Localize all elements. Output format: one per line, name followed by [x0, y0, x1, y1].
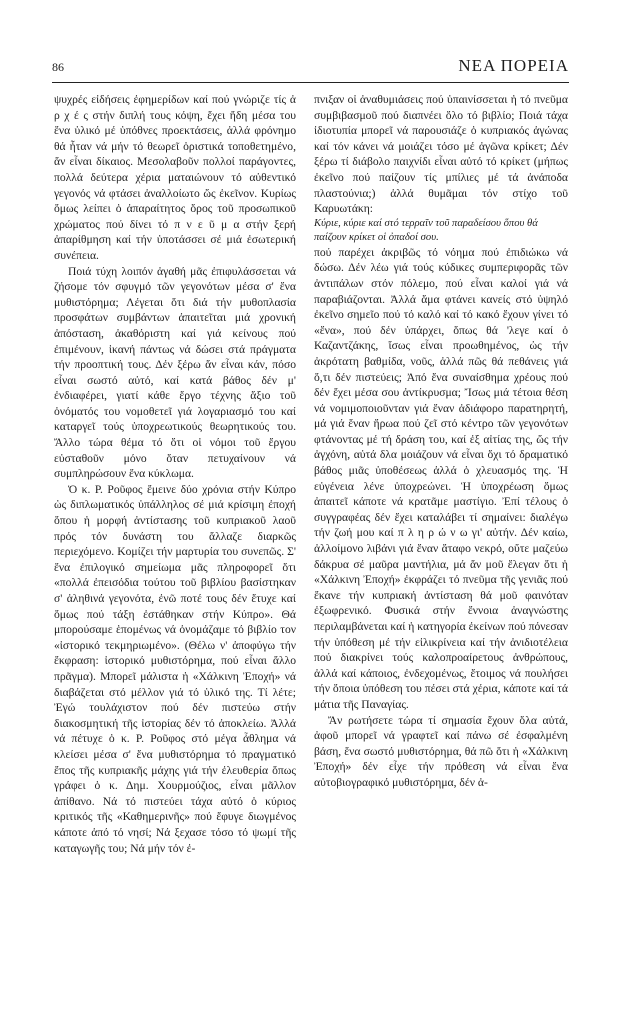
paragraph: πνιξαν οἱ ἀναθυμιάσεις πού ὑπαινίσσεται ἡ τό πνεῦμα συμβιβασμοῦ πού διαπνέει ὅλο τό βιβλίο; Ποιά τάχα ἰδιοτυπία μπορεῖ νά παρουσιάζε ὁ κυπριακός ἀγώνας καί τόν κάνει νά μοιάζει τόσο μέ ἀγῶνα κρίκετ; Δέν ξέρω τί διάβολο παιχνίδι εἶναι αὐτό τό κρίκετ (μήπως ἐκεῖνο πού παίζουν τίς μπίλιες μέ τά ἀνάποδα πλαστούνια;) ἀλλά θυμᾶμαι τόν στίχο τοῦ Καρυωτάκη:	[314, 93, 568, 216]
running-title: ΝΕΑ ΠΟΡΕΙΑ	[458, 56, 569, 75]
header-rule	[52, 82, 569, 83]
paragraph: Ποιά τύχη λοιπόν ἀγαθή μᾶς ἐπιφυλάσσεται νά ζήσομε τόν σφυγμό τῶν γεγονότων μέσα σ' ἕνα μυθιστόρημα; Λέγεται ὅτι διά τήν μυθοπλασία προσφάτων συμβάντων ἀπαιτεῖται μιά χρονική ἀπόσταση, ἀκαθόριστη καί γιά κείνους πού ἐπιμένουν, ἱκανή πάντως νά δώσει στά πράγματα τήν προοπτική τους. Δέν ξέρω ἄν εἶναι κάν, πόσο εἶναι σωστό αὐτό, καί κατά βάθος δέν μ' ἐνδιαφέρει, γιατί κάθε ἔργο τέχνης ἄξιο τοῦ ὀνόματός του νομοθετεῖ γιά λογαριασμό του καί καταργεῖ τούς ὑποχρεωτικούς θεωρητικούς του. Ἄλλο τώρα θέμα τό ὅτι οἱ νόμοι τοῦ ἔργου εὐσταθοῦν μόνο ὅταν πετυχαίνουν νά συμπληρώσουν ἕνα κύκλωμα.	[54, 264, 296, 481]
left-column	[54, 92, 296, 856]
right-column	[314, 92, 568, 791]
paragraph: ψυχρές εἰδήσεις ἐφημερίδων καί πού γνώριζε τίς ἀ ρ χ έ ς στήν διπλή τους κόψη, ἔχει ἤδη μέσα του ἕνα ὑλικό μέ ὑπόθνες προεκτάσεις, ἀλλά φρόνημο θά ἦταν νά μήν τό θεωρεῖ ὁριστικά τοποθετημένο, ἄν εἶναι δίκαιος. Μεσολαβοῦν πολλοί παράγοντες, πολλά δεύτερα χέρια ματαιώνουν τό αὐθεντικό γεγονός νά φτάσει ἀναλλοίωτο ὥς ἐκεῖνον. Κυρίως ὅμως λείπει ὁ ἀπαραίτητος ὅρος τοῦ προσωπικοῦ χρώματος πού δίνει τό π ν ε ῦ μ α στήν ξερή ἀπαρίθμηση καί τήν ὑποτάσσει σέ μιά ἐσωτερική συνέπεια.	[54, 93, 296, 262]
page-header	[52, 56, 569, 78]
verse-quote: Κύριε, κύριε καί στό τερραῖν τοῦ παραδείσου ὅπου θά παίζουν κρίκετ οἱ ὀπαδοί σου.	[314, 217, 538, 243]
page-number: 86	[52, 60, 64, 74]
paragraph: Ἄν ρωτήσετε τώρα τί σημασία ἔχουν ὅλα αὐτά, ἀφοῦ μπορεῖ νά γραφτεῖ καί πάνω σέ ἐσφαλμένη βάση, ἕνα σωστό μυθιστόρημα, θά πῶ ὅτι ἡ «Χάλκινη Ἐποχή» δέν εἶχε τήν πρόθεση νά εἶναι ἕνα αὐτοβιογραφικό μυθιστόρημα, δέν ἀ-	[314, 713, 568, 789]
paragraph: Ὁ κ. Ρ. Ροῦφος ἔμεινε δύο χρόνια στήν Κύπρο ὡς διπλωματικός ὑπάλληλος σέ μιά κρίσιμη ἐποχή ὅπου ἡ μορφή ἀντίστασης τοῦ κυπριακοῦ λαοῦ πρός τόν δυνάστη του ἄλλαζε διαρκῶς περιεχόμενο. Κομίζει τήν μαρτυρία του συνεπῶς. Σ' ἕνα ἐπιλογικό σημείωμα μᾶς πληροφορεῖ ὅτι «πολλά ἐπεισόδια τούτου τοῦ βιβλίου βασίστηκαν σ' ἀληθινά γεγονότα, ἐνῶ ποτέ τους δέν ἔτυχε καί ὅμως πού τάξη ἐστάθηκαν στήν Κύπρο». Θά μπορούσαμε ἑπομένως νά ὀνομάζαμε τό βιβλίο τον «ἱστορικό τεκμηριωμένο». (Θέλω ν' ἀποφύγω τήν ἔκφραση: ἱστορικό μυθιστόρημα, πού εἶναι ἄλλο πρᾶγμα). Μπορεῖ μάλιστα ἡ «Χάλκινη Ἐποχή» νά διαβάζεται στό μέλλον γιά τό ὑλικό της. Τί λέτε; Ἐγώ τουλάχιστον πού δέν πιστεύω στήν διακοσμητική τῆς ἱστορίας δέν τό ἀποκλείω. Ἀλλά νά πέτυχε ὁ κ. Ρ. Ροῦφος στό μέγα ἆθλημα νά κλείσει μέσα σ' ἕνα μυθιστόρημα τό πραγματικό ἔπος τῆς κυπριακῆς μάχης γιά τήν ἐλευθερία ὅπως γράφει ὁ κ. Δημ. Χουρμούζιος, εἶναι μᾶλλον ἀπίθανο. Νά τό πιστεύει τάχα αὐτό ὁ κύριος κριτικός τῆς «Καθημερινῆς» πού ἔφυγε διωγμένος κάποτε ἀπό τό νησί; Νά ξεχασε τόσο τό ψωμί τῆς καταγωγῆς του; Νά μήν τόν ἐ-	[54, 482, 296, 855]
paragraph: πού παρέχει ἀκριβῶς τό νόημα πού ἐπιδιώκω νά δώσω. Δέν λέω γιά τούς κύδικες συμπεριφορᾶς τῶν ἀντιπάλων στόν πόλεμο, πού εἶναι καλοί γιά νά παραβιάζονται. Ἀλλά ἅμα φτάνει κανείς στό ὑψηλό ἐκεῖνο σημεῖο πού τό καλό καί τό κακό ἔχουν γίνει τό «ἕνα», πού δέν ὑπάρχει, ὅπως θά 'λεγε καί ὁ Καζαντζάκης, ἴσως εἶναι προωθημένος, ὡς τήν ἀκρότατη βαθμίδα, νοῦς, ἀλλά πῶς θά πεθάνεις γιά ὅ,τι δέν πιστεύεις; Ἀπό ἕνα συναίσθημα χρέους πού δέν ἔχει μέσα σου ἀντίκρυσμα; Ἴσως μιά τέτοια θέση νά νομιμοποιοῦνταν γιά ἕναν ἀδιάφορο παρατηρητή, μά γιά ἕναν ἥρωα πού ζεῖ στό κέντρο τῶν γεγονότων φτάνοντας μέ τή δράση του, καί ἐξ αἰτίας της, ὥς τήν ἀγχόνη, αὐτά δλα μοιάζουν νά εἶναι ὄχι τό δραματικό βάθος μιᾶς ὑποθέσεως ἀλλά ὁ χλευασμός της. Ἡ εὐγένεια λένε ὑποχρεώνει. Ἡ ὑποχρέωση ὅμως ἀπαιτεῖ κάποτε νά κρατᾶμε μαστίγιο. Ἐπί τέλους ὁ συγγραφέας δέν ἔχει καταλάβει τί σημαίνει: διαλέγω τήν ζωή μου καί π λ η ρ ώ ν ω γι' αὐτήν. Δέν καίω, ἀλλοίμονο λιβάνι γιά ἕναν ἄταφο νεκρό, οὔτε μαζεύω δάκρυα σέ μαῦρα μαντήλια, μά ἄν μοῦ ἔλεγαν ὅτι ἡ «Χάλκινη Ἐποχή» ἐκφράζει τό πνεῦμα τῆς γενιᾶς πού ἔκανε τήν κυπριακή ἀντίσταση θά μοῦ φαινόταν ἐξωφρενικό. Φυσικά στήν ἔννοια ἀναγνώστης περιλαμβάνεται καί ἡ κατηγορία ἐκείνων πού πόνεσαν τήν ὑπόθεση μέ τήν εἰλικρίνεια καί τήν ἀνιδιοτέλεια πού διακρίνει τούς καλοπροαίρετους ἀνθρώπους, ἀλλά καί κάποιος, ἐνδεχομένως, ἕτοιμος νά πουλήσει τήν ὅποια ὑπόθεση του πέσει στά χέρια, κάποτε καί τά μάτια τῆς Παναγίας.	[314, 245, 568, 711]
